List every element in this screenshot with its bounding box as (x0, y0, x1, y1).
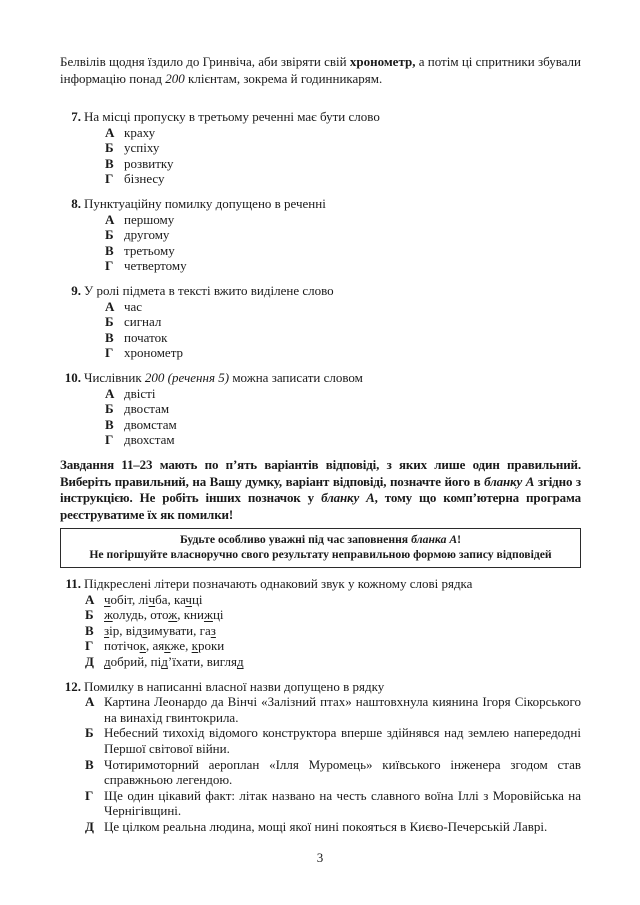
option-text: добрий, під’їхати, вигляд (104, 654, 244, 670)
page-content (60, 54, 581, 835)
option-text: потічок, аякже, кроки (104, 638, 225, 654)
option-letter: Г (105, 171, 114, 187)
option-letter: Б (105, 314, 114, 330)
option-letter: Д (85, 654, 94, 670)
option-letter: А (105, 211, 115, 227)
question-head (60, 283, 581, 299)
question-number: 11. (65, 576, 81, 592)
option-letter: Б (105, 140, 114, 156)
question-text: У ролі підмета в тексті вжито виділене слово (84, 282, 334, 298)
option-row (60, 156, 581, 172)
option-letter: Б (105, 227, 114, 243)
option-text: двохстам (124, 432, 175, 448)
option-row (60, 258, 581, 274)
option-text: двомстам (124, 416, 177, 432)
instructions-paragraph: Завдання 11–23 мають по п’ять варіантів відповіді, з яких лише один правильний. Виберіть правильний, на Вашу думку, варіант відповіді, позначте його в бланку А згідно з інструкцією. Не робіть інших позначок у бланку А, тому що комп’ютерна програма реєструватиме їх як помилки! (60, 456, 581, 523)
option-row (60, 171, 581, 187)
option-row (60, 212, 581, 228)
question-10 (60, 370, 581, 448)
option-letter: В (105, 242, 114, 258)
notice-box (60, 528, 581, 568)
option-row (60, 330, 581, 346)
option-text: зір, відзимувати, газ (104, 622, 216, 638)
option-row (60, 243, 581, 259)
option-row (60, 757, 581, 788)
intro-paragraph: Белвілів щодня їздило до Гринвіча, аби звіряти свій хронометр, а потім ці спритники збували інформацію понад 200 клієнтам, зокрема й годинникарям. (60, 54, 581, 86)
question-number: 9. (71, 282, 81, 298)
option-row (60, 140, 581, 156)
option-letter: Б (85, 725, 94, 741)
page-number: 3 (316, 850, 324, 865)
option-text: Чотиримоторний аероплан «Ілля Муромець» київського інженера згодом став справжньою легендою. (104, 756, 581, 788)
notice-line-2: Не погіршуйте власноручно свого результату неправильною формою запису відповідей (89, 547, 552, 561)
option-text: четвертому (124, 258, 187, 274)
question-number: 12. (64, 678, 81, 694)
option-row (60, 401, 581, 417)
question-head (60, 370, 581, 386)
question-text: Підкреслені літери позначають однаковий звук у кожному слові рядка (84, 576, 473, 592)
option-row (60, 694, 581, 725)
question-11 (60, 576, 581, 670)
option-letter: Г (105, 258, 114, 274)
option-letter: В (105, 416, 114, 432)
option-text: час (124, 298, 143, 314)
option-row (60, 788, 581, 819)
option-row (60, 417, 581, 433)
option-text: успіху (124, 140, 160, 156)
question-number: 7. (71, 109, 81, 124)
option-letter: А (105, 124, 115, 140)
question-head (60, 576, 581, 592)
option-text: третьому (124, 242, 175, 258)
option-text: чобіт, лічба, качці (104, 591, 203, 607)
option-row (60, 386, 581, 402)
option-row (60, 654, 581, 670)
question-text: Помилку в написанні власної назви допущено в рядку (84, 678, 385, 694)
option-row (60, 725, 581, 756)
option-letter: Г (85, 787, 94, 803)
option-row (60, 819, 581, 835)
option-row (60, 314, 581, 330)
question-7 (60, 109, 581, 187)
question-number: 8. (71, 195, 81, 211)
question-head (60, 679, 581, 695)
option-row (60, 638, 581, 654)
option-row (60, 592, 581, 608)
option-letter: В (85, 756, 94, 772)
option-letter: Г (85, 638, 94, 654)
option-text: другому (124, 227, 170, 243)
option-text: Картина Леонардо да Вінчі «Залізний птах» наштовхнула киянина Ігоря Сікорського на винахід гвинтокрила. (104, 694, 581, 725)
option-letter: А (105, 385, 115, 401)
option-text: двостам (124, 401, 170, 417)
option-text: двісті (124, 385, 156, 401)
option-text: розвитку (124, 155, 174, 171)
notice-line-1: Будьте особливо уважні під час заповнення бланка А! (179, 533, 462, 547)
option-text: Ще один цікавий факт: літак названо на честь славного воїна Іллі з Моровійська на Чернігівщині. (104, 787, 581, 819)
option-row (60, 227, 581, 243)
question-head (60, 109, 581, 125)
question-number: 10. (64, 369, 81, 385)
option-text: бізнесу (124, 171, 165, 187)
option-row (60, 432, 581, 448)
question-9 (60, 283, 581, 361)
question-head (60, 196, 581, 212)
option-text: Це цілком реальна людина, мощі якої нині покояться в Києво-Печерській Лаврі. (104, 818, 548, 834)
option-text: початок (124, 329, 168, 345)
question-text: Числівник 200 (речення 5) можна записати словом (84, 369, 363, 385)
option-text: хронометр (124, 345, 184, 361)
option-letter: А (85, 591, 95, 607)
option-letter: В (85, 622, 94, 638)
option-text: краху (124, 124, 156, 140)
option-letter: В (105, 329, 114, 345)
option-row (60, 299, 581, 315)
option-text: першому (124, 211, 175, 227)
option-letter: Г (105, 345, 114, 361)
question-8 (60, 196, 581, 274)
question-text: На місці пропуску в третьому реченні має бути слово (84, 109, 380, 124)
option-letter: В (105, 155, 114, 171)
option-text: жолудь, отож, книжці (104, 607, 224, 623)
question-text: Пунктуаційну помилку допущено в реченні (84, 195, 326, 211)
option-row (60, 623, 581, 639)
option-letter: А (85, 694, 95, 710)
option-text: сигнал (124, 314, 162, 330)
option-text: Небесний тихохід відомого конструктора вперше здійнявся над землею напередодні Першої світової війни. (104, 725, 581, 756)
question-12 (60, 679, 581, 835)
option-letter: Д (85, 818, 94, 834)
option-row (60, 345, 581, 361)
option-letter: Б (105, 401, 114, 417)
option-letter: Б (85, 607, 94, 623)
option-row (60, 607, 581, 623)
option-row (60, 125, 581, 141)
option-letter: А (105, 298, 115, 314)
option-letter: Г (105, 432, 114, 448)
